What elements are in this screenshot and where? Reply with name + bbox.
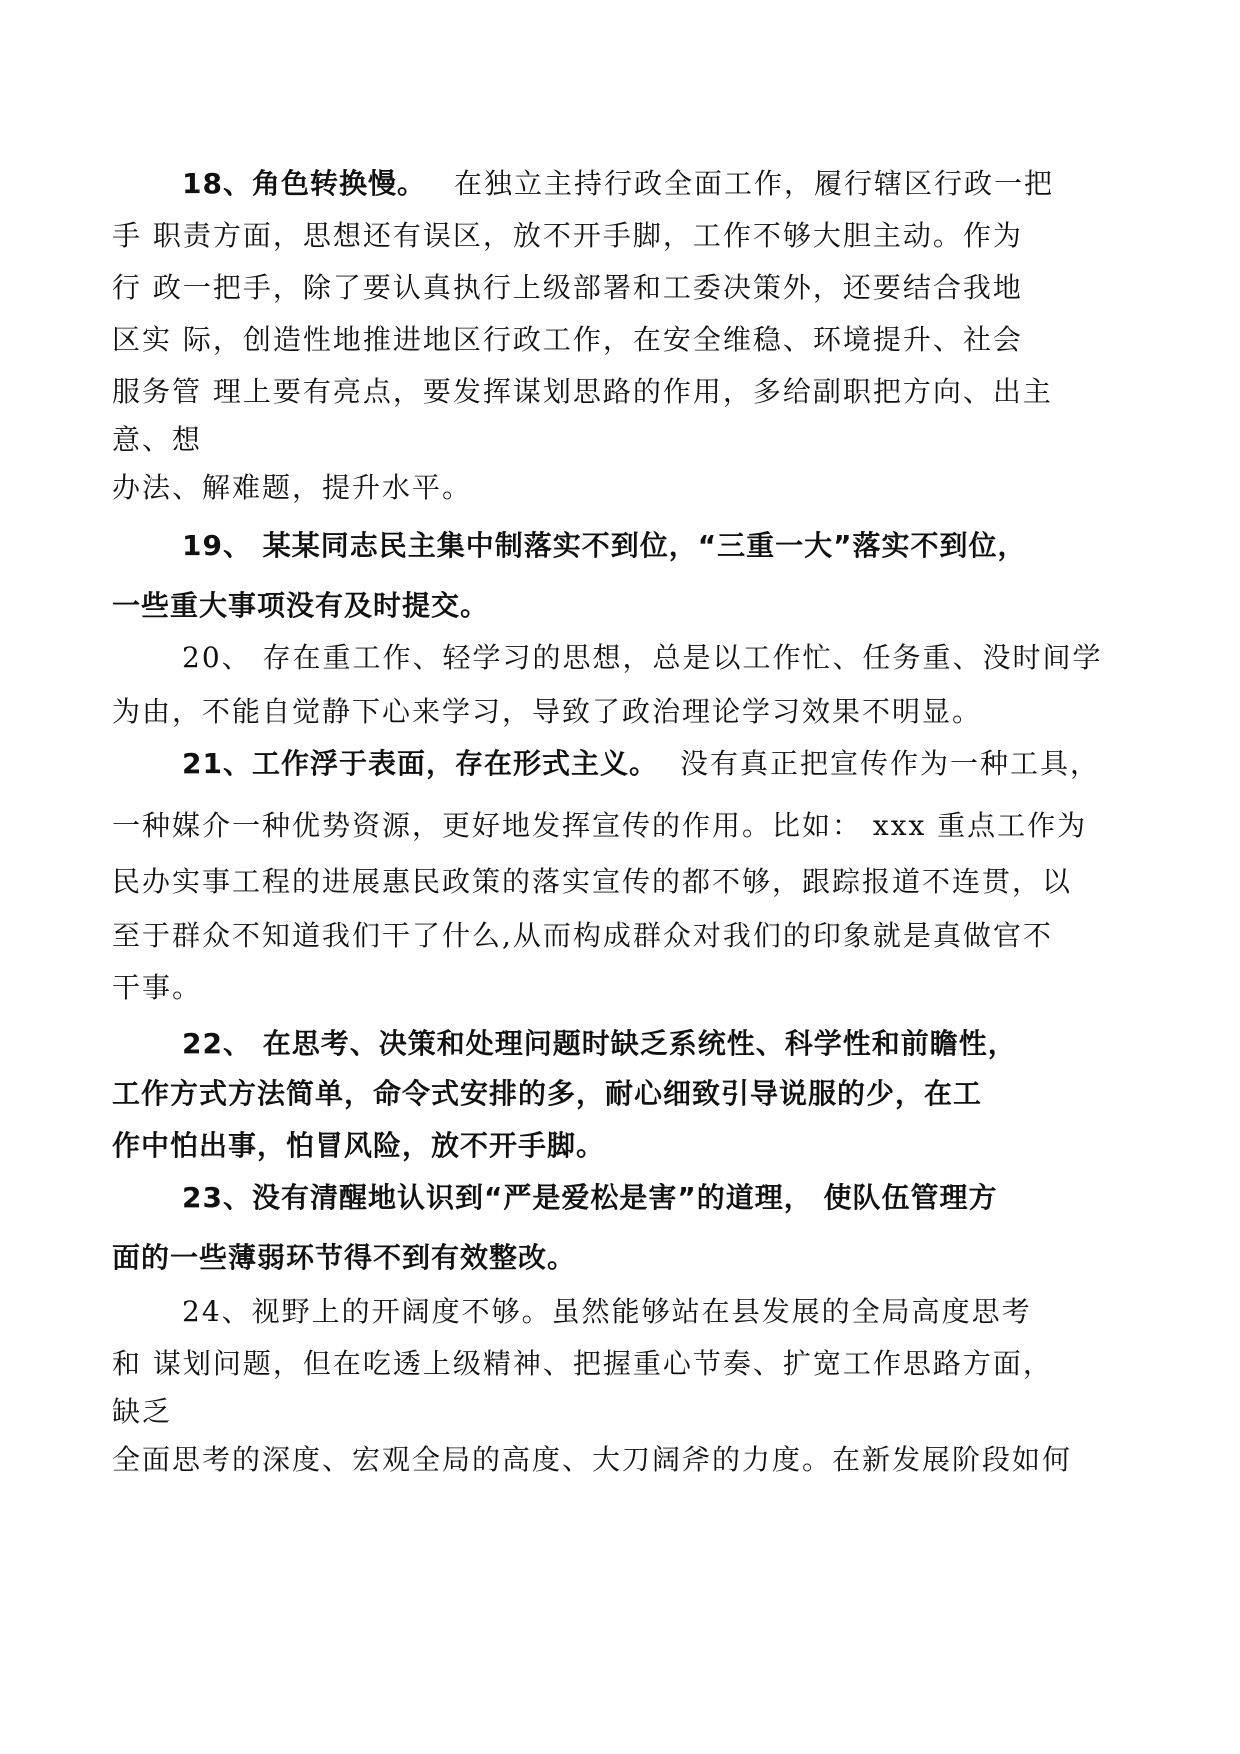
item-23-line-2: 面的一些薄弱环节得不到有效整改。: [112, 1241, 577, 1274]
item-18-line-3: 行 政一把手，除了要认真执行上级部署和工委决策外，还要结合我地: [112, 271, 1023, 304]
item-20-line-1: 20、 存在重工作、轻学习的思想，总是以工作忙、任务重、没时间学: [182, 641, 1103, 674]
item-18-line-1: 在独立主持行政全面工作，履行辖区行政一把: [453, 167, 1054, 200]
item-21-line-5: 干事。: [112, 971, 203, 1004]
item-23-line-1: 23、没有清醒地认识到“严是爱松是害”的道理， 使队伍管理方: [182, 1181, 998, 1214]
item-21-heading: 21、工作浮于表面，存在形式主义。: [182, 747, 658, 780]
item-18-first-line: [182, 166, 1054, 202]
item-18-heading: 18、角色转换慢。: [182, 167, 426, 200]
item-22-line-1: 22、 在思考、决策和处理问题时缺乏系统性、科学性和前瞻性，: [182, 1027, 1017, 1060]
item-18-line-6: 意、想: [112, 423, 203, 456]
item-18-line-4: 区实 际，创造性地推进地区行政工作，在安全维稳、环境提升、社会: [112, 323, 1023, 356]
item-21-line-2: 一种媒介一种优势资源，更好地发挥宣传的作用。比如： xxx 重点工作为: [112, 809, 1088, 842]
item-18-line-5: 服务管 理上要有亮点，要发挥谋划思路的作用，多给副职把方向、出主: [112, 375, 1053, 408]
item-21-line-1: 没有真正把宣传作为一种工具，: [679, 747, 1100, 780]
item-21-line-4: 至于群众不知道我们干了什么,从而构成群众对我们的印象就是真做官不: [112, 919, 1053, 952]
item-21-first-line: [182, 746, 1100, 782]
item-22-line-3: 作中怕出事，怕冒风险，放不开手脚。: [112, 1129, 606, 1162]
item-24-line-4: 全面思考的深度、宏观全局的高度、大刀阔斧的力度。在新发展阶段如何: [112, 1443, 1073, 1476]
item-24-line-2: 和 谋划问题，但在吃透上级精神、把握重心节奏、扩宽工作思路方面，: [112, 1347, 1053, 1380]
item-19-line-2: 一些重大事项没有及时提交。: [112, 589, 490, 622]
item-18-line-2: 手 职责方面，思想还有误区，放不开手脚，工作不够大胆主动。作为: [112, 219, 1023, 252]
item-20-line-2: 为由，不能自觉静下心来学习，导致了政治理论学习效果不明显。: [112, 695, 983, 728]
item-24-line-1: 24、视野上的开阔度不够。虽然能够站在县发展的全局高度思考: [182, 1295, 1032, 1328]
item-21-line-3: 民办实事工程的进展惠民政策的落实宣传的都不够，跟踪报道不连贯，以: [112, 865, 1073, 898]
item-18-line-7: 办法、解难题，提升水平。: [112, 471, 473, 504]
item-19-line-1: 19、 某某同志民主集中制落实不到位，“三重一大”落实不到位，: [182, 529, 1027, 562]
item-24-line-3: 缺乏: [112, 1395, 173, 1428]
item-22-line-2: 工作方式方法简单，命令式安排的多，耐心细致引导说服的少，在工: [112, 1077, 983, 1110]
